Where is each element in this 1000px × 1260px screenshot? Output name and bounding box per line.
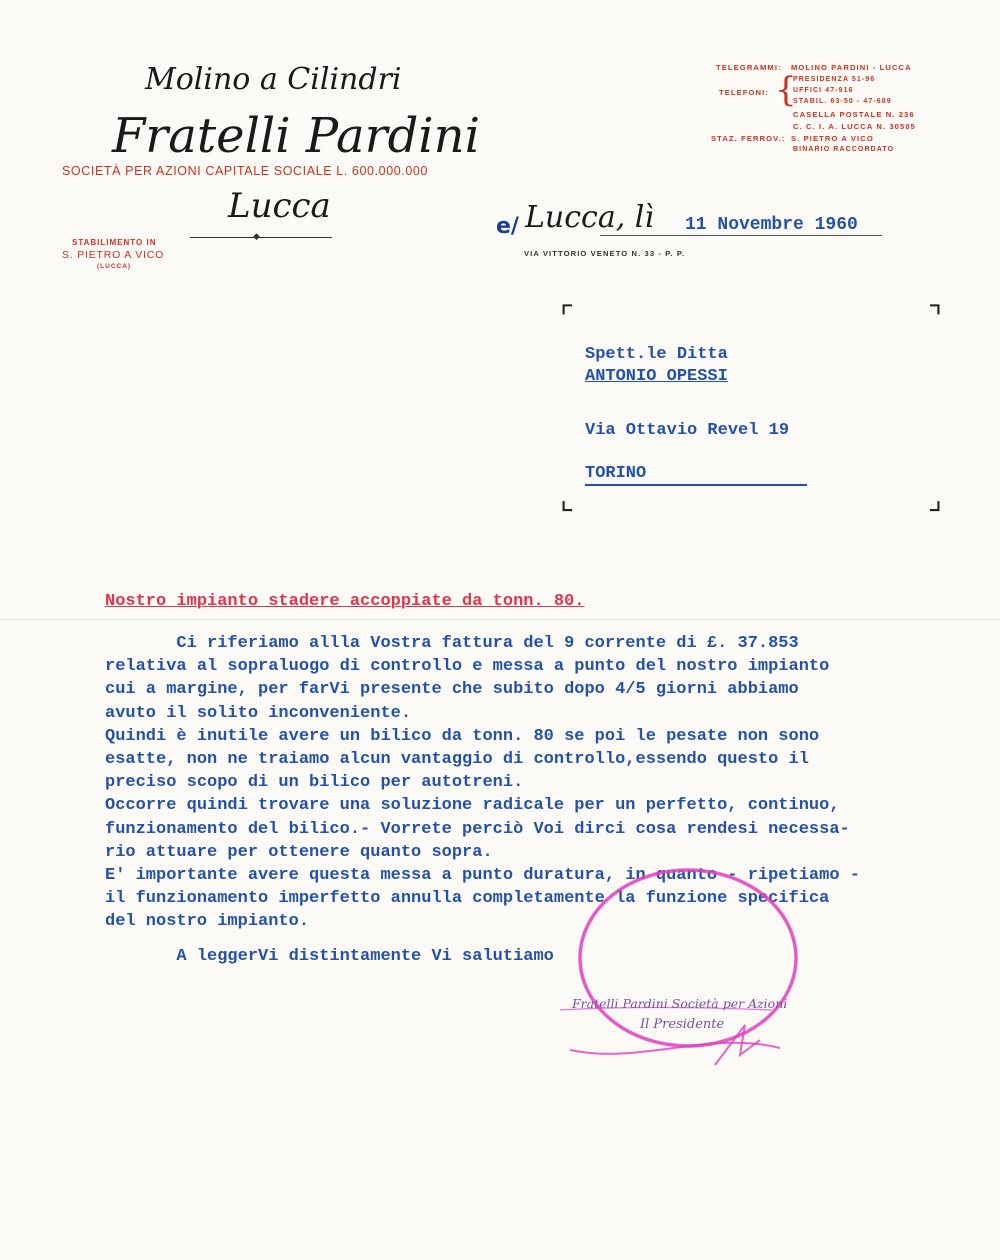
body-line: cui a margine, per farVi presente che subito dopo 4/5 giorni abbiamo xyxy=(105,680,799,700)
city-underline xyxy=(585,484,807,486)
body-line: il funzionamento imperfetto annulla completamente la funzione specifica xyxy=(105,889,830,909)
body-line: avuto il solito inconveniente. xyxy=(105,703,412,723)
letter-date: 11 Novembre 1960 xyxy=(685,215,858,235)
casella-postale: CASELLA POSTALE N. 236 xyxy=(793,110,915,119)
station-value: S. PIETRO A VICO xyxy=(791,134,874,143)
body-line: A leggerVi distintamente Vi salutiamo xyxy=(105,946,554,966)
body-line: E' importante avere questa messa a punto duratura, in quanto - ripetiamo - xyxy=(105,866,860,886)
phone-presidenza: PRESIDENZA 51-96 xyxy=(793,76,876,83)
stamp-line-1: Fratelli Pardini Società per Azioni xyxy=(572,996,788,1011)
bracket-top-right: ⌝ xyxy=(928,300,943,335)
subject-line: Nostro impianto stadere accoppiate da tonn. 80. xyxy=(105,592,585,611)
telegrams-value: MOLINO PARDINI - LUCCA xyxy=(791,63,912,72)
phones-brace: { xyxy=(775,70,797,110)
body-line: relativa al sopraluogo di controllo e messa a punto del nostro impianto xyxy=(105,657,830,677)
body-line: Ci riferiamo allla Vostra fattura del 9 corrente di £. 37.853 xyxy=(105,634,799,653)
bracket-bottom-right: ⌟ xyxy=(928,482,943,517)
divider-rule xyxy=(190,237,332,238)
recipient-salutation: Spett.le Ditta xyxy=(585,345,728,364)
body-line: preciso scopo di un bilico per autotreni. xyxy=(105,773,524,793)
street-address: VIA VITTORIO VENETO N. 33 - P. P. xyxy=(524,249,686,258)
phone-uffici: UFFICI 47-916 xyxy=(793,87,854,94)
fold-line xyxy=(0,619,1000,620)
dateline-prefix: e/ xyxy=(496,214,519,239)
body-line: Occorre quindi trovare una soluzione radicale per un perfetto, continuo, xyxy=(105,796,840,816)
company-city: Lucca xyxy=(228,186,331,226)
divider-ornament-icon: ◆ xyxy=(253,231,260,241)
recipient-city: TORINO xyxy=(585,464,647,483)
company-name: Fratelli Pardini xyxy=(112,108,480,164)
bracket-bottom-left: ⌞ xyxy=(560,482,575,517)
cia-number: C. C. I. A. LUCCA N. 30505 xyxy=(793,122,916,131)
plant-location: S. PIETRO A VICO xyxy=(62,249,165,261)
plant-province: (LUCCA) xyxy=(97,263,132,270)
date-underline xyxy=(600,235,882,236)
body-line: Quindi è inutile avere un bilico da tonn. 80 se poi le pesate non sono xyxy=(105,726,820,746)
dateline-place: Lucca, lì xyxy=(525,200,654,235)
body-line: funzionamento del bilico.- Vorrete perciò Voi dirci cosa rendesi necessa- xyxy=(105,819,850,839)
body-line: del nostro impianto. xyxy=(105,912,310,932)
bracket-top-left: ⌜ xyxy=(560,300,575,335)
body-line: rio attuare per ottenere quanto sopra. xyxy=(105,842,493,862)
telegrams-label: TELEGRAMMI: xyxy=(716,63,782,72)
station-label: STAZ. FERROV.: xyxy=(711,134,786,143)
stamp-line-2: Il Presidente xyxy=(640,1017,725,1032)
plant-label: STABILIMENTO IN xyxy=(72,238,157,247)
phones-label: TELEFONI: xyxy=(719,88,769,97)
body-line: esatte, non ne traiamo alcun vantaggio di controllo,essendo questo il xyxy=(105,750,809,770)
phone-stabil: STABIL. 63-50 - 47-689 xyxy=(793,98,892,105)
recipient-street: Via Ottavio Revel 19 xyxy=(585,421,790,440)
company-tagline: Molino a Cilindri xyxy=(145,62,402,97)
binario: BINARIO RACCORDATO xyxy=(793,146,895,153)
capital-line: SOCIETÀ PER AZIONI CAPITALE SOCIALE L. 600.000.000 xyxy=(62,164,429,178)
signature-stamp xyxy=(540,860,880,1090)
recipient-name: ANTONIO OPESSI xyxy=(585,367,728,386)
